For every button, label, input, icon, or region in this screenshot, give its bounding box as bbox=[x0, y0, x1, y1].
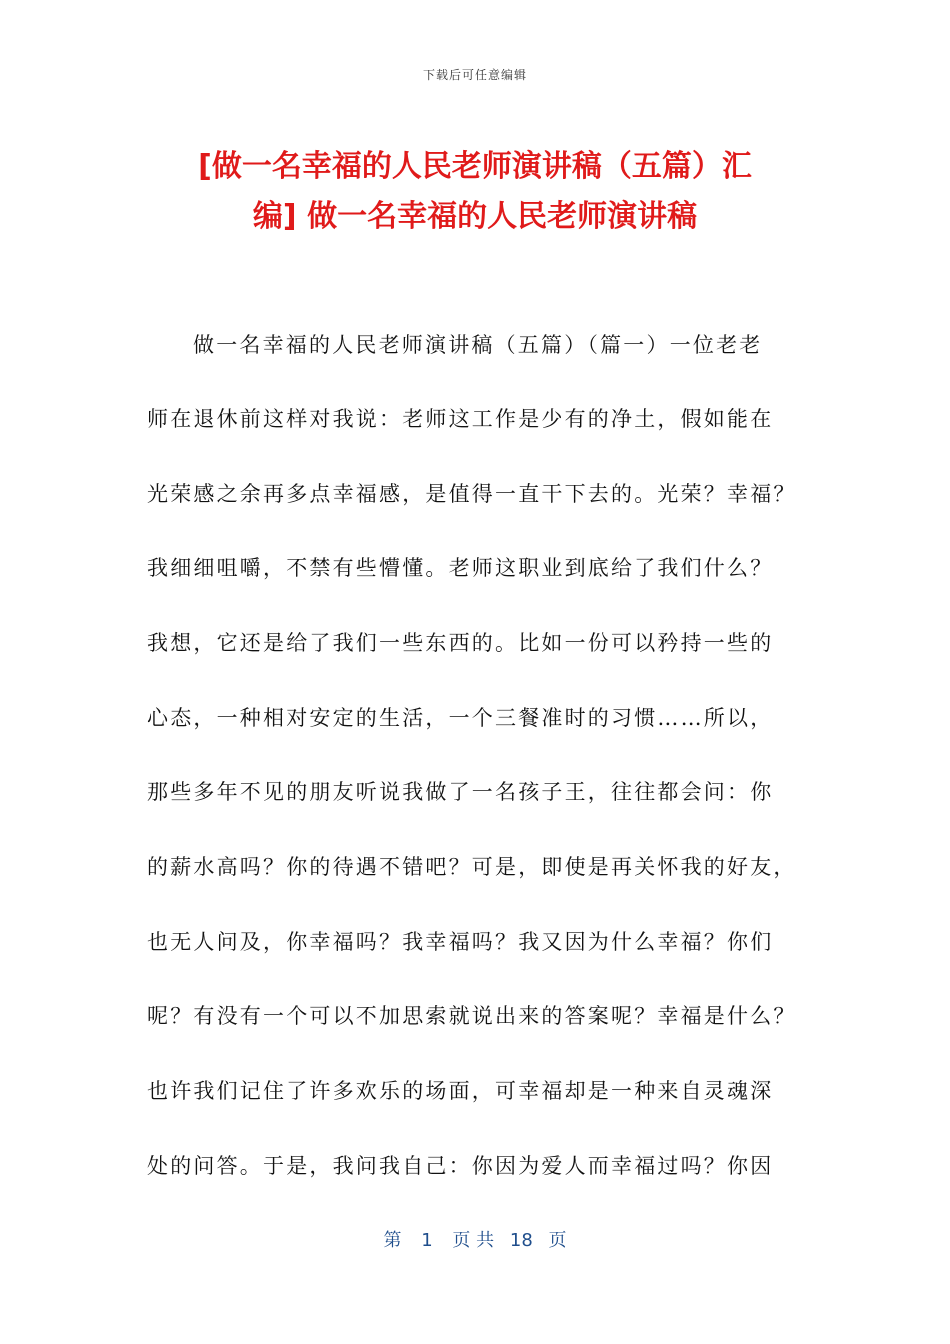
body-line: 那些多年不见的朋友听说我做了一名孩子王，往往都会问：你 bbox=[147, 780, 774, 804]
body-line: 我想，它还是给了我们一些东西的。比如一份可以矜持一些的 bbox=[147, 631, 774, 655]
footer-prefix: 第 bbox=[383, 1230, 402, 1251]
body-line: 也许我们记住了许多欢乐的场面，可幸福却是一种来自灵魂深 bbox=[147, 1079, 774, 1103]
body-line: 做一名幸福的人民老师演讲稿（五篇）（篇一）一位老老 bbox=[193, 333, 763, 357]
title-line-1: [做一名幸福的人民老师演讲稿（五篇）汇 bbox=[198, 149, 752, 184]
header-note: 下载后可任意编辑 bbox=[422, 68, 527, 82]
footer-middle: 页 共 bbox=[452, 1230, 495, 1251]
footer-total-pages: 18 bbox=[509, 1230, 533, 1251]
document-title bbox=[150, 142, 800, 242]
body-line: 师在退休前这样对我说：老师这工作是少有的净土，假如能在 bbox=[147, 407, 774, 431]
body-line: 的薪水高吗？你的待遇不错吧？可是，即使是再关怀我的好友， bbox=[147, 855, 797, 879]
body-line: 也无人问及，你幸福吗？我幸福吗？我又因为什么幸福？你们 bbox=[147, 930, 774, 954]
body-line: 呢？有没有一个可以不加思索就说出来的答案呢？幸福是什么？ bbox=[147, 1004, 797, 1028]
footer-suffix: 页 bbox=[548, 1230, 567, 1251]
title-line-2: 编] 做一名幸福的人民老师演讲稿 bbox=[252, 199, 698, 234]
body-line: 心态，一种相对安定的生活，一个三餐准时的习惯……所以， bbox=[147, 706, 774, 730]
body-line: 处的问答。于是，我问我自己：你因为爱人而幸福过吗？你因 bbox=[147, 1154, 774, 1178]
page-footer bbox=[0, 1226, 950, 1252]
body-line: 光荣感之余再多点幸福感，是值得一直干下去的。光荣？幸福？ bbox=[147, 482, 797, 506]
body-line: 我细细咀嚼，不禁有些懵懂。老师这职业到底给了我们什么？ bbox=[147, 556, 774, 580]
footer-current-page: 1 bbox=[421, 1230, 433, 1251]
